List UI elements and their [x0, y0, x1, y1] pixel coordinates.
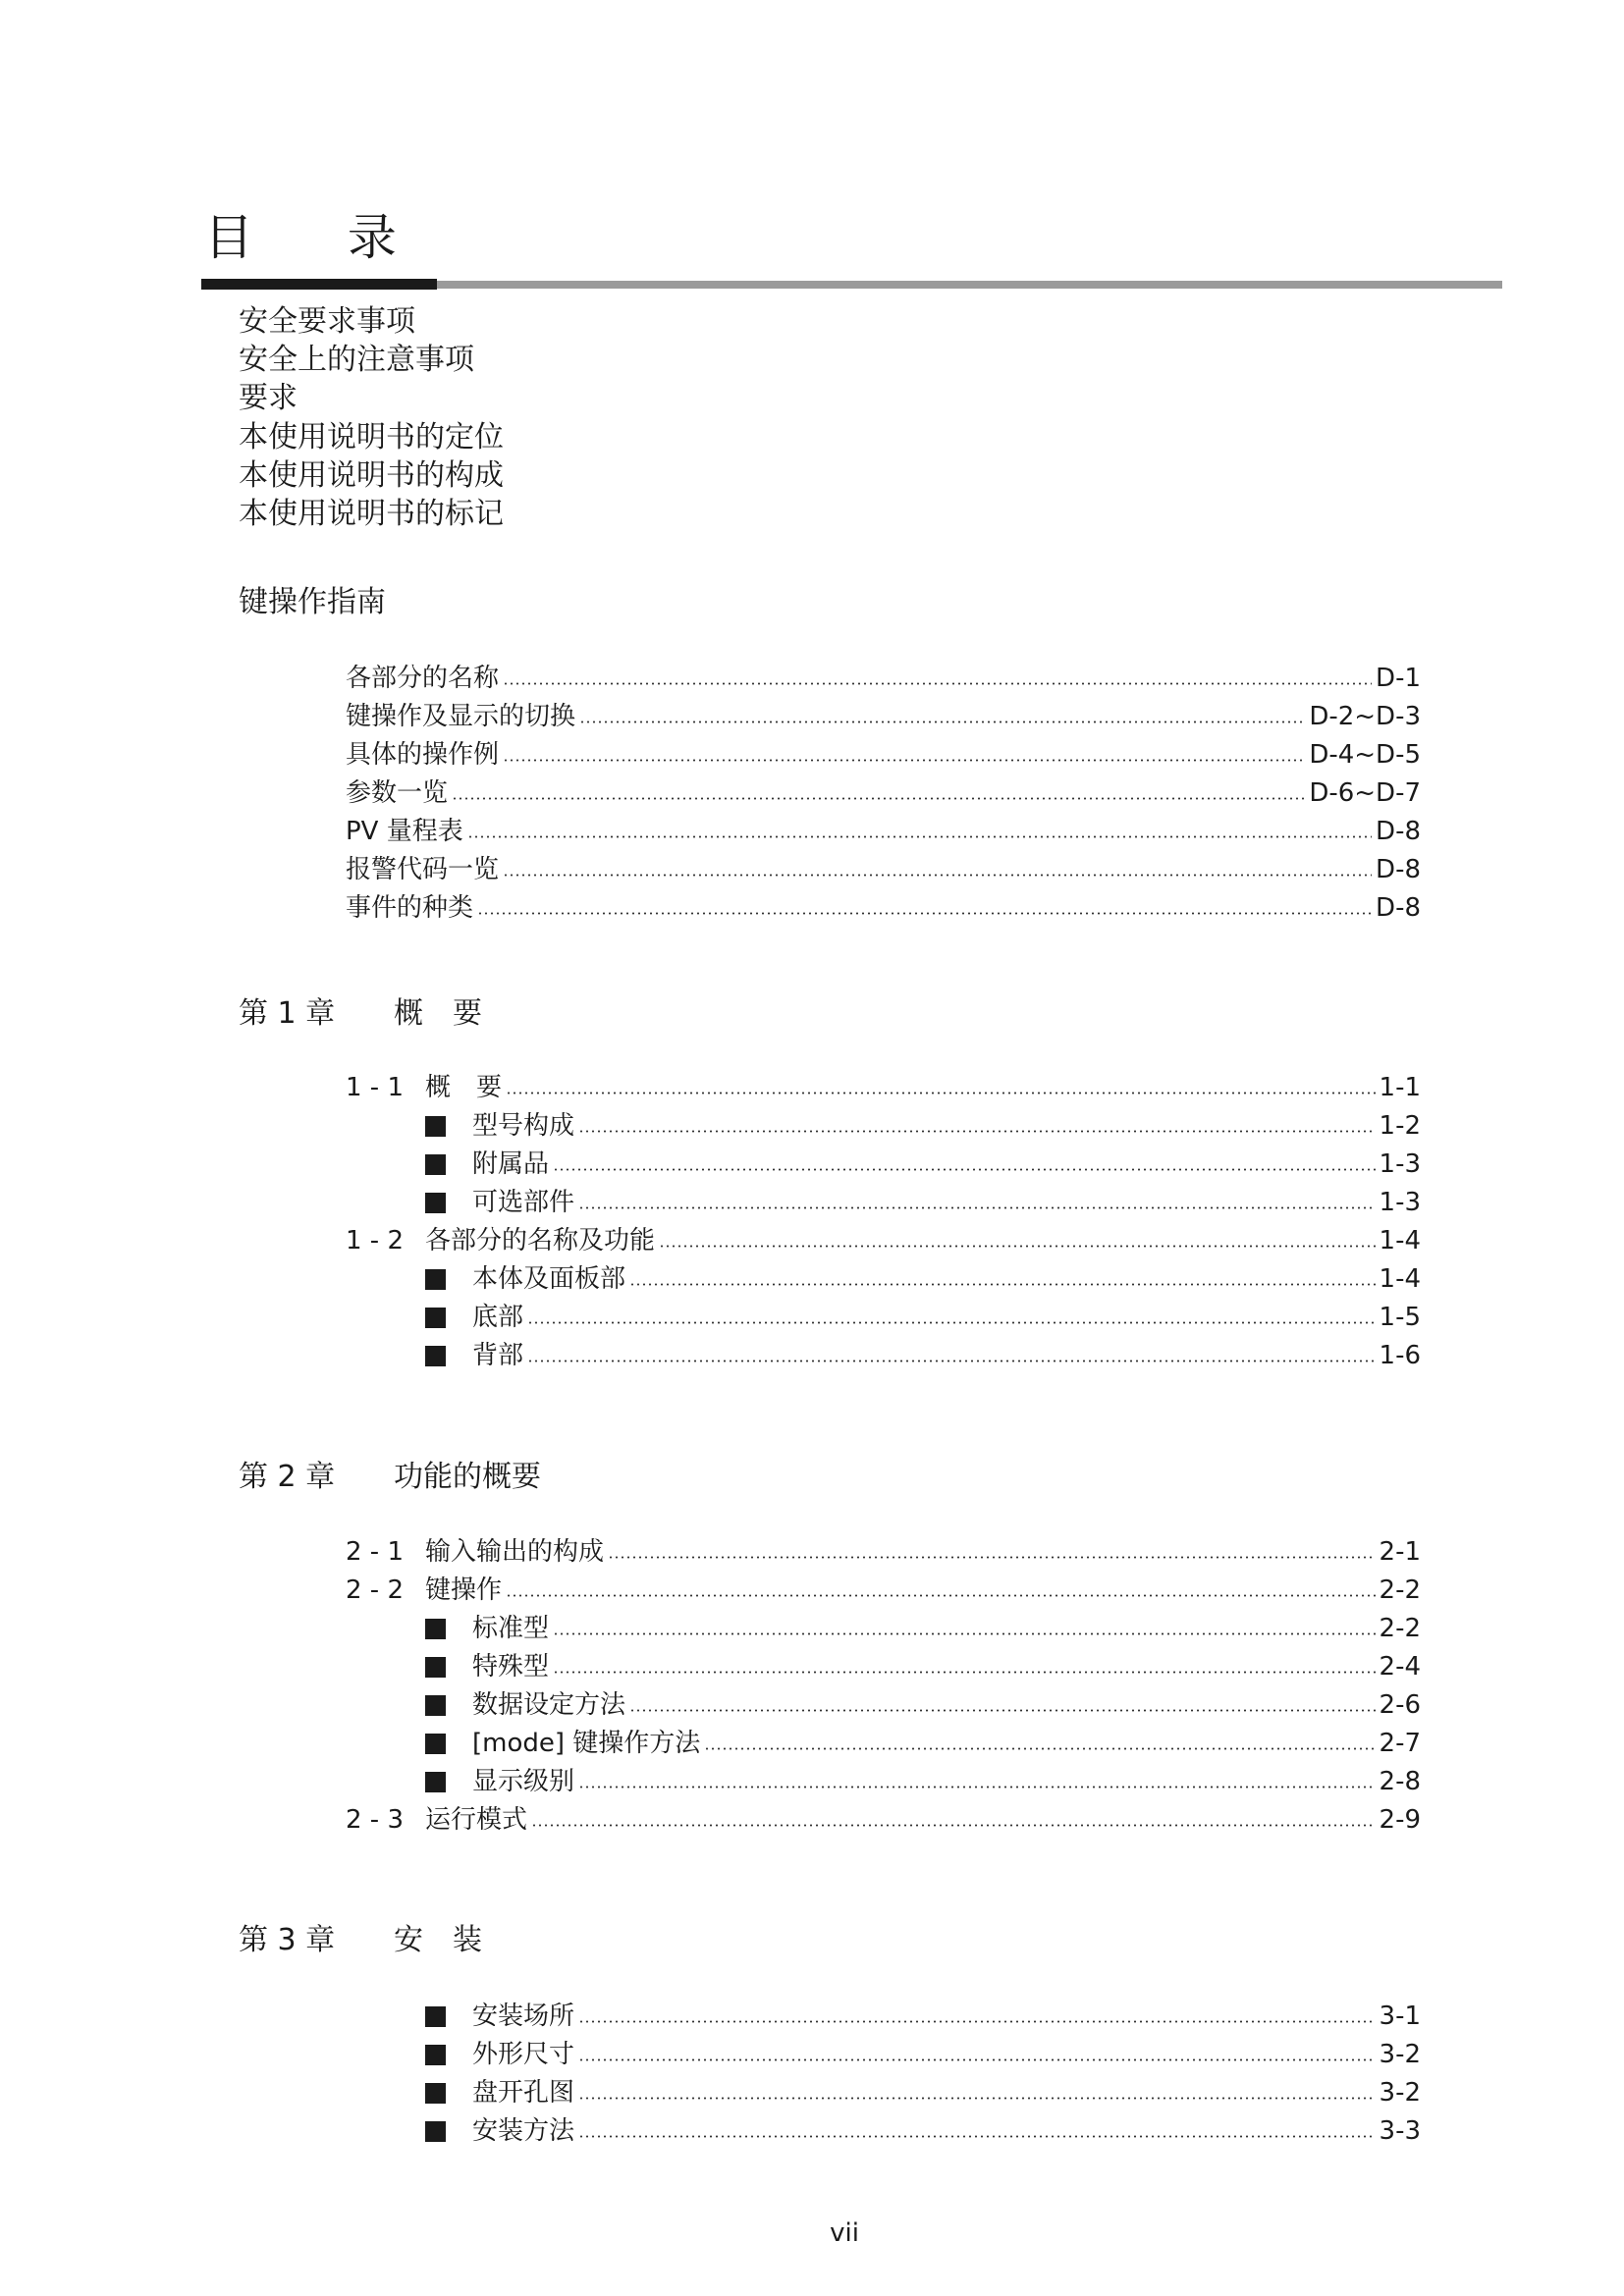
toc-entry-label: 标准型 — [472, 1614, 550, 1643]
toc-entry-page: D-1 — [1376, 664, 1421, 693]
dot-leader — [527, 1321, 1376, 1324]
toc-entry-label: 各部分的名称 — [346, 664, 500, 693]
front-matter-item[interactable]: 安全上的注意事项 — [239, 343, 474, 378]
toc-entry-page: 2-2 — [1379, 1614, 1421, 1643]
toc-entry[interactable] — [346, 1070, 1421, 1105]
toc-entry-page: D-2~D-3 — [1309, 702, 1421, 731]
toc-subentry[interactable] — [425, 1726, 1421, 1761]
chapter-number: 第 3 章 — [239, 1923, 336, 1957]
dot-leader — [578, 2020, 1376, 2023]
dot-leader — [506, 1092, 1376, 1095]
toc-subentry[interactable] — [425, 2075, 1421, 2110]
toc-entry-label: 具体的操作例 — [346, 740, 500, 770]
square-bullet-icon — [425, 2121, 446, 2142]
toc-entry-page: 3-2 — [1379, 2078, 1421, 2108]
dot-leader — [503, 874, 1372, 877]
key-guide-heading-text: 键操作指南 — [239, 585, 386, 619]
toc-entry-page: D-4~D-5 — [1309, 740, 1421, 770]
key-guide-heading[interactable] — [239, 583, 386, 622]
chapter-heading[interactable] — [239, 1458, 541, 1497]
toc-entry-page: 2-7 — [1379, 1729, 1421, 1758]
chapter-title: 功能的概要 — [394, 1460, 541, 1494]
toc-subentry[interactable] — [425, 2037, 1421, 2072]
toc-subentry[interactable] — [425, 1185, 1421, 1220]
square-bullet-icon — [425, 1308, 446, 1328]
toc-entry-label: 盘开孔图 — [472, 2078, 575, 2108]
title-rule-dark — [201, 279, 437, 290]
toc-entry-page: 3-2 — [1379, 2040, 1421, 2069]
chapter-heading[interactable] — [239, 994, 482, 1034]
chapter-title: 概 要 — [394, 996, 482, 1031]
toc-entry[interactable] — [346, 699, 1421, 734]
toc-entry-label: 键操作 — [425, 1575, 503, 1605]
toc-entry-page: D-8 — [1376, 893, 1421, 923]
dot-leader — [629, 1283, 1376, 1286]
toc-entry-label: 参数一览 — [346, 778, 449, 808]
square-bullet-icon — [425, 1193, 446, 1213]
toc-entry-label: 背部 — [472, 1341, 524, 1370]
toc-entry-label: 可选部件 — [472, 1188, 575, 1217]
toc-entry-page: 2-2 — [1379, 1575, 1421, 1605]
toc-entry-page: 1-6 — [1379, 1341, 1421, 1370]
chapter-number: 第 1 章 — [239, 996, 336, 1031]
toc-entry[interactable] — [346, 737, 1421, 773]
toc-entry-label: 事件的种类 — [346, 893, 474, 923]
front-matter-item[interactable]: 本使用说明书的定位 — [239, 419, 504, 454]
front-matter-item[interactable]: 安全要求事项 — [239, 304, 415, 339]
toc-subentry[interactable] — [425, 1687, 1421, 1723]
toc-entry-label: 各部分的名称及功能 — [425, 1226, 656, 1255]
dot-leader — [553, 1168, 1376, 1171]
dot-leader — [553, 1632, 1376, 1635]
toc-entry-page: 1-2 — [1379, 1111, 1421, 1141]
toc-entry[interactable] — [346, 1802, 1421, 1838]
page-title: 目 录 — [204, 209, 436, 266]
dot-leader — [578, 2135, 1376, 2138]
section-number: 1 - 2 — [346, 1226, 404, 1255]
toc-entry-page: 2-8 — [1379, 1767, 1421, 1796]
toc-entry-label: 型号构成 — [472, 1111, 575, 1141]
chapter-title: 安 装 — [394, 1923, 482, 1957]
toc-entry[interactable] — [346, 1534, 1421, 1570]
toc-entry-label: 外形尺寸 — [472, 2040, 575, 2069]
dot-leader — [578, 1130, 1376, 1133]
toc-entry-label: 运行模式 — [425, 1805, 528, 1835]
toc-entry-label: 报警代码一览 — [346, 855, 500, 884]
dot-leader — [452, 797, 1305, 800]
toc-subentry[interactable] — [425, 1147, 1421, 1182]
dot-leader — [506, 1594, 1376, 1597]
square-bullet-icon — [425, 2006, 446, 2027]
section-number: 2 - 1 — [346, 1537, 404, 1567]
front-matter-item[interactable]: 本使用说明书的标记 — [239, 496, 504, 531]
front-matter-item[interactable]: 要求 — [239, 381, 298, 416]
toc-entry-label: 特殊型 — [472, 1652, 550, 1682]
square-bullet-icon — [425, 1734, 446, 1754]
toc-entry-page: 2-9 — [1379, 1805, 1421, 1835]
toc-entry-page: D-8 — [1376, 855, 1421, 884]
square-bullet-icon — [425, 1346, 446, 1366]
square-bullet-icon — [425, 1269, 446, 1290]
dot-leader — [659, 1245, 1376, 1248]
toc-entry-page: 2-4 — [1379, 1652, 1421, 1682]
toc-entry-page: D-8 — [1376, 817, 1421, 846]
square-bullet-icon — [425, 2045, 446, 2065]
front-matter-item[interactable]: 本使用说明书的构成 — [239, 457, 504, 493]
dot-leader — [608, 1556, 1376, 1559]
dot-leader — [579, 721, 1305, 723]
toc-entry-page: 1-4 — [1379, 1264, 1421, 1294]
dot-leader — [578, 2097, 1376, 2100]
square-bullet-icon — [425, 1619, 446, 1639]
toc-entry-label: 附属品 — [472, 1149, 550, 1179]
toc-entry-label: 安装方法 — [472, 2116, 575, 2146]
toc-subentry[interactable] — [425, 1611, 1421, 1646]
toc-subentry[interactable] — [425, 1108, 1421, 1144]
toc-entry-page: 1-1 — [1379, 1073, 1421, 1102]
dot-leader — [477, 912, 1372, 915]
dot-leader — [503, 682, 1372, 685]
square-bullet-icon — [425, 1116, 446, 1137]
toc-entry[interactable] — [346, 1573, 1421, 1608]
toc-subentry[interactable] — [425, 2113, 1421, 2149]
square-bullet-icon — [425, 2083, 446, 2104]
toc-entry-label: 键操作及显示的切换 — [346, 702, 576, 731]
toc-entry-page: 1-3 — [1379, 1188, 1421, 1217]
dot-leader — [531, 1824, 1376, 1827]
chapter-number: 第 2 章 — [239, 1460, 336, 1494]
square-bullet-icon — [425, 1772, 446, 1792]
dot-leader — [503, 759, 1305, 762]
toc-entry-page: 2-1 — [1379, 1537, 1421, 1567]
toc-entry[interactable] — [346, 775, 1421, 811]
front-matter-list — [239, 302, 504, 533]
toc-entry-label: 本体及面板部 — [472, 1264, 626, 1294]
toc-entry[interactable] — [346, 814, 1421, 849]
toc-entry-label: 输入输出的构成 — [425, 1537, 605, 1567]
toc-entry-label: 概 要 — [425, 1073, 503, 1102]
title-rule — [201, 279, 1502, 290]
toc-entry[interactable] — [346, 1223, 1421, 1258]
toc-entry[interactable] — [346, 852, 1421, 887]
dot-leader — [578, 2058, 1376, 2061]
toc-entry-label: 显示级别 — [472, 1767, 575, 1796]
toc-subentry[interactable] — [425, 1764, 1421, 1799]
chapter-heading[interactable] — [239, 1921, 482, 1960]
section-number: 1 - 1 — [346, 1073, 404, 1102]
toc-subentry[interactable] — [425, 1999, 1421, 2034]
dot-leader — [578, 1206, 1376, 1209]
toc-entry-label: [mode] 键操作方法 — [472, 1729, 701, 1758]
toc-entry[interactable] — [346, 661, 1421, 696]
toc-entry-label: 数据设定方法 — [472, 1690, 626, 1720]
section-number: 2 - 2 — [346, 1575, 404, 1605]
dot-leader — [553, 1671, 1376, 1674]
dot-leader — [704, 1747, 1375, 1750]
toc-entry-label: 底部 — [472, 1303, 524, 1332]
section-number: 2 - 3 — [346, 1805, 404, 1835]
toc-subentry[interactable] — [425, 1261, 1421, 1297]
toc-entry[interactable] — [346, 890, 1421, 926]
square-bullet-icon — [425, 1154, 446, 1175]
toc-entry-page: 1-4 — [1379, 1226, 1421, 1255]
dot-leader — [629, 1709, 1376, 1712]
toc-subentry[interactable] — [425, 1300, 1421, 1335]
toc-entry-label: 安装场所 — [472, 2002, 575, 2031]
toc-entry-page: 3-3 — [1379, 2116, 1421, 2146]
page-number: vii — [830, 2218, 859, 2248]
toc-entry-page: 1-5 — [1379, 1303, 1421, 1332]
dot-leader — [527, 1360, 1376, 1362]
square-bullet-icon — [425, 1657, 446, 1678]
toc-entry-page: 3-1 — [1379, 2002, 1421, 2031]
toc-entry-page: 1-3 — [1379, 1149, 1421, 1179]
toc-entry-page: 2-6 — [1379, 1690, 1421, 1720]
square-bullet-icon — [425, 1695, 446, 1716]
title-rule-light — [437, 281, 1502, 289]
toc-entry-label: PV 量程表 — [346, 817, 463, 846]
toc-subentry[interactable] — [425, 1338, 1421, 1373]
dot-leader — [578, 1786, 1376, 1789]
dot-leader — [467, 835, 1372, 838]
toc-entry-page: D-6~D-7 — [1309, 778, 1421, 808]
toc-subentry[interactable] — [425, 1649, 1421, 1684]
